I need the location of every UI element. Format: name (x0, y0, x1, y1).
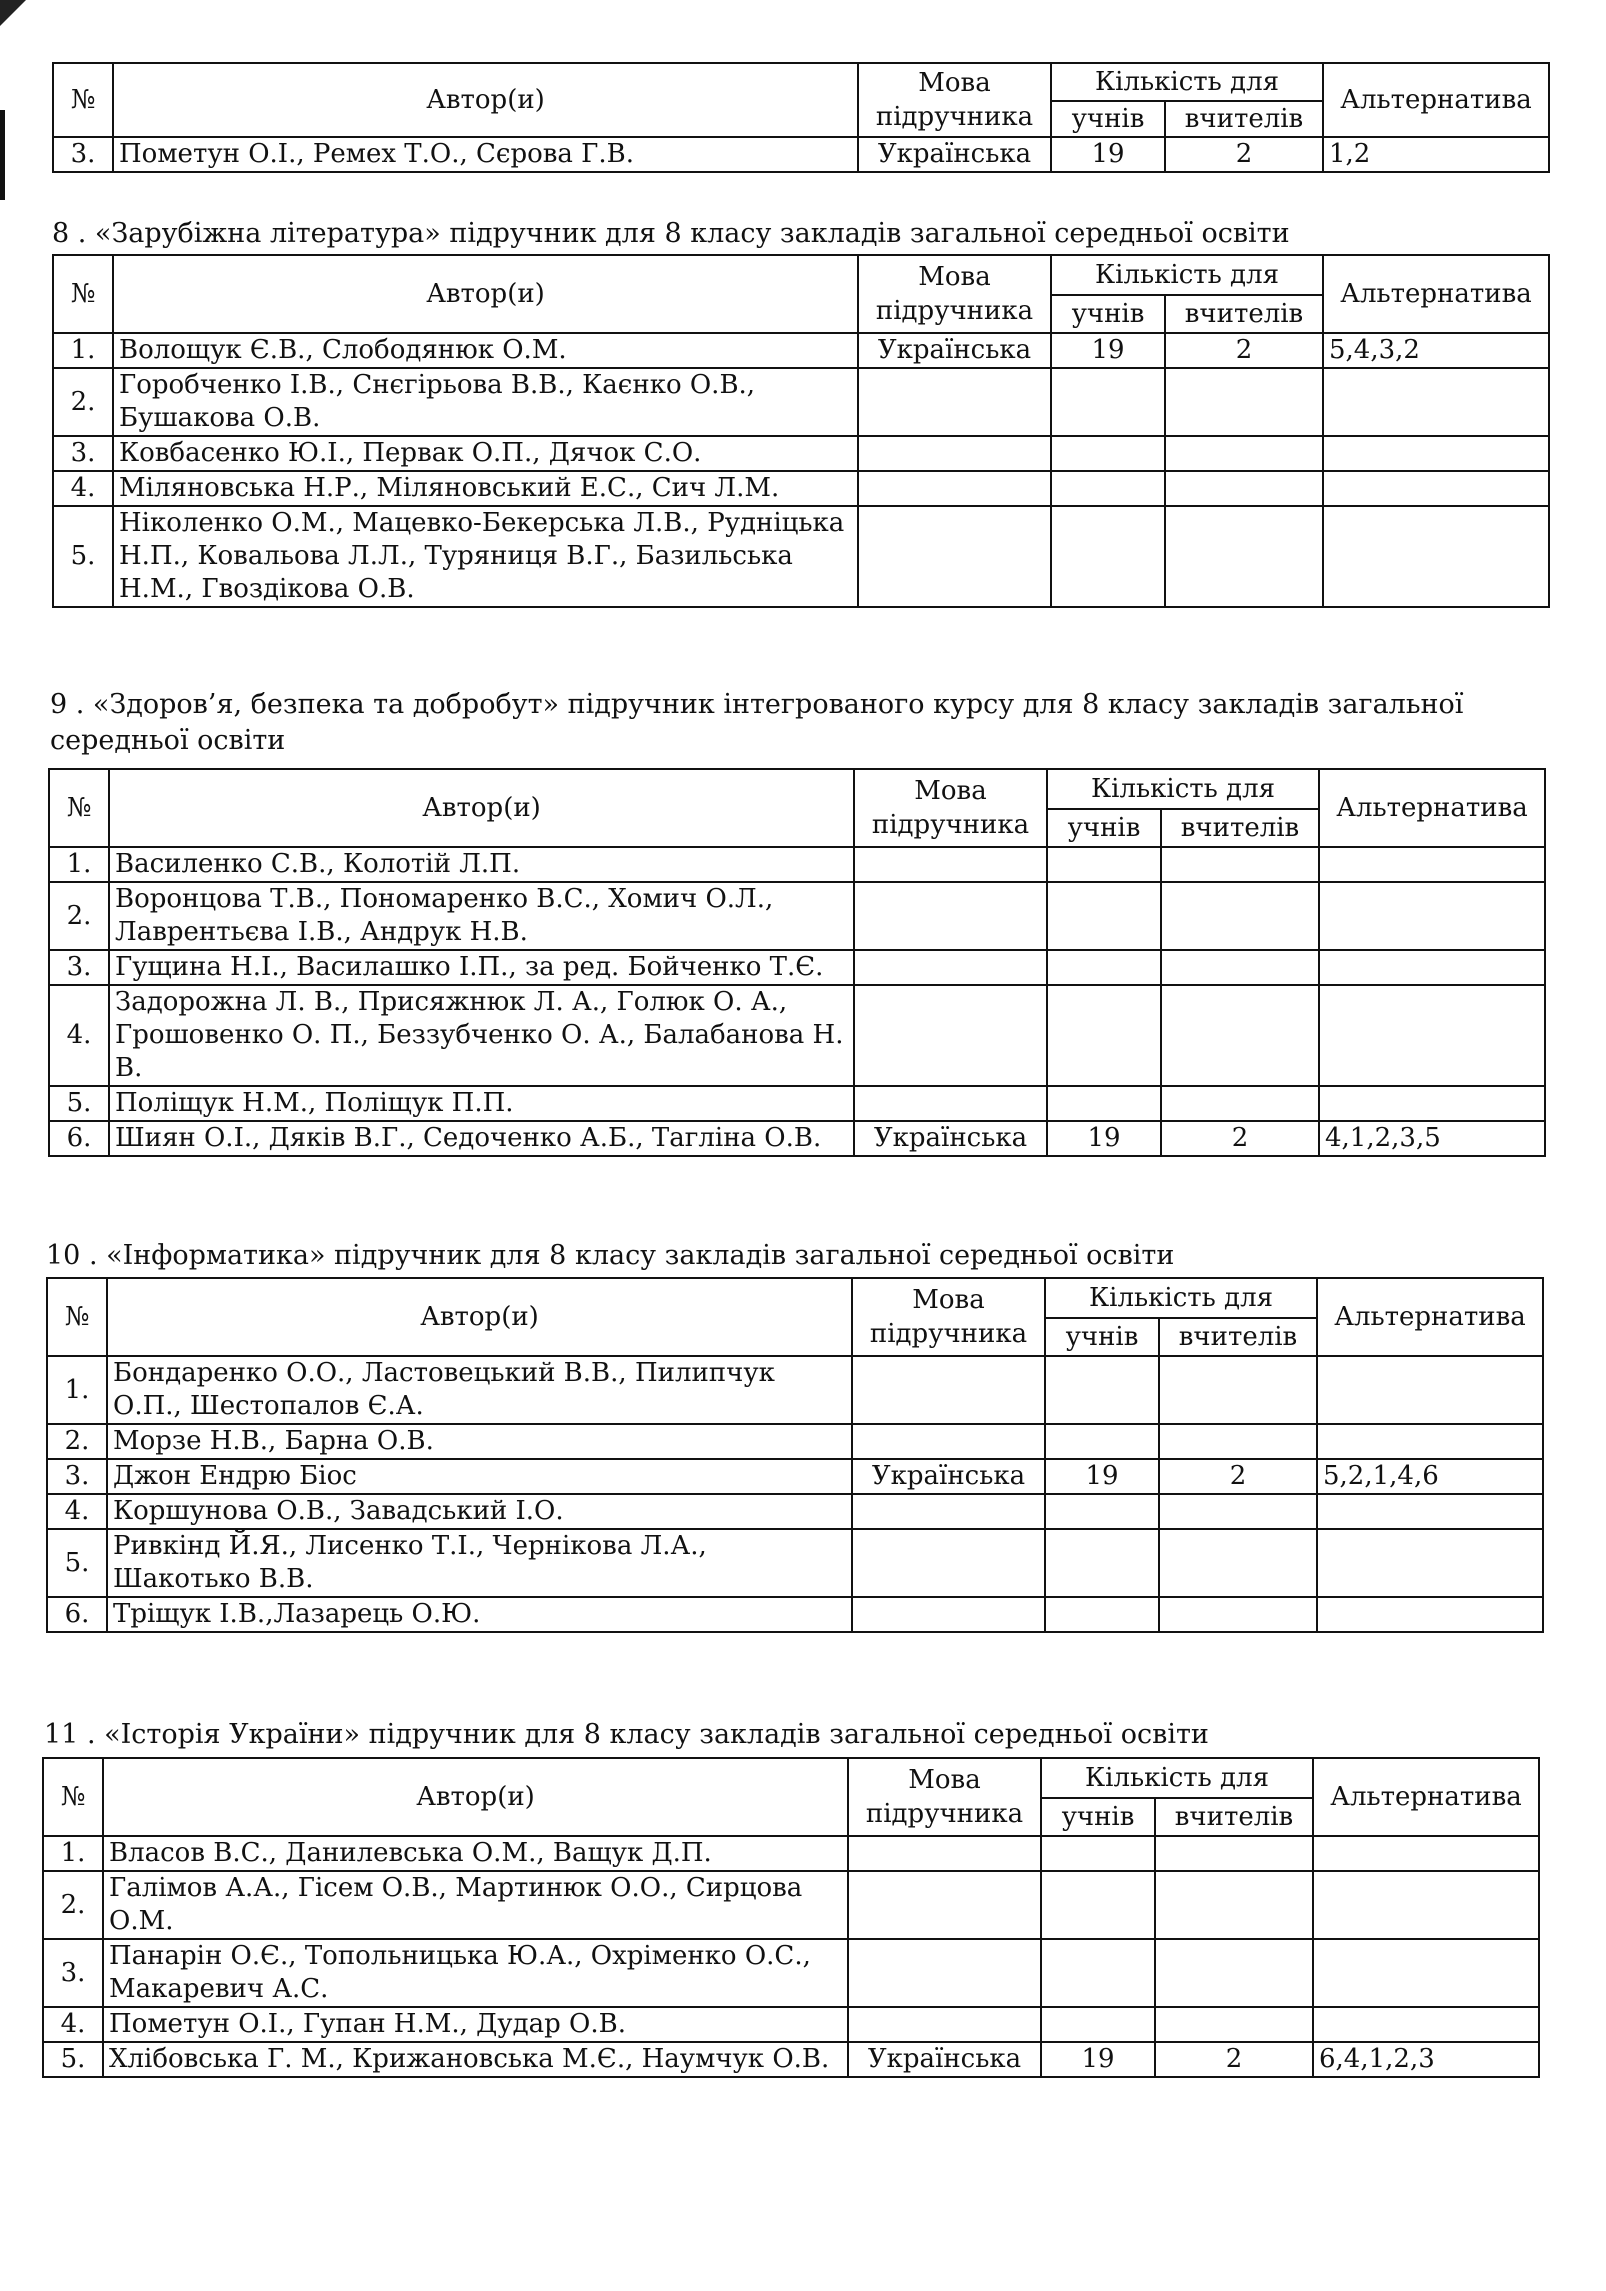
row-alternative (1319, 1086, 1545, 1121)
row-number: 2. (47, 1424, 107, 1459)
row-students-count (1047, 882, 1161, 950)
row-alternative (1323, 436, 1549, 471)
table-row (47, 1424, 1543, 1459)
row-students-count: 19 (1051, 137, 1165, 172)
row-language (858, 368, 1051, 436)
header-students: учнів (1051, 101, 1165, 137)
header-alternative: Альтернатива (1323, 255, 1549, 333)
header-teachers: вчителів (1165, 295, 1323, 333)
table-row (49, 985, 1545, 1086)
header-language (858, 63, 1051, 137)
row-authors: Панарін О.Є., Топольницька Ю.А., Охріменко О.С., Макаревич А.С. (103, 1939, 848, 2007)
row-authors: Волощук Є.В., Слободянюк О.М. (113, 333, 858, 368)
row-students-count: 19 (1045, 1459, 1159, 1494)
table-body (53, 333, 1549, 607)
row-number: 4. (47, 1494, 107, 1529)
row-authors: Хлібовська Г. М., Крижановська М.Є., Наумчук О.В. (103, 2042, 848, 2077)
table-row (53, 436, 1549, 471)
row-number: 1. (49, 847, 109, 882)
row-language (858, 471, 1051, 506)
row-number: 2. (43, 1871, 103, 1939)
header-row (53, 63, 1549, 101)
table-row (43, 1871, 1539, 1939)
table-section-10 (46, 1277, 1544, 1633)
header-row (47, 1278, 1543, 1318)
row-authors: Ніколенко О.М., Мацевко-Бекерська Л.В., Рудніцька Н.П., Ковальова Л.Л., Туряниця В.Г., Базильська Н.М., Гвоздікова О.В. (113, 506, 858, 607)
row-teachers-count (1165, 368, 1323, 436)
header-authors: Автор(и) (113, 63, 858, 137)
section-8-title: 8 . «Зарубіжна література» підручник для 8 класу закладів загальної середньої освіти (52, 218, 1290, 249)
row-number: 1. (47, 1356, 107, 1424)
row-teachers-count (1161, 1086, 1319, 1121)
table-row (53, 137, 1549, 172)
row-students-count (1051, 436, 1165, 471)
row-students-count: 19 (1041, 2042, 1155, 2077)
table-section-7 (52, 62, 1550, 173)
row-students-count (1041, 1836, 1155, 1871)
row-students-count (1051, 368, 1165, 436)
table-row (47, 1494, 1543, 1529)
table-body (43, 1836, 1539, 2077)
row-alternative (1323, 471, 1549, 506)
row-alternative (1319, 985, 1545, 1086)
row-language (852, 1529, 1045, 1597)
row-alternative: 5,4,3,2 (1323, 333, 1549, 368)
header-language-line: підручника (875, 296, 1034, 326)
row-students-count (1051, 471, 1165, 506)
header-number: № (47, 1278, 107, 1356)
row-alternative (1317, 1424, 1543, 1459)
header-language (854, 769, 1047, 847)
header-language-line: підручника (871, 810, 1030, 840)
row-students-count (1051, 506, 1165, 607)
header-count-for: Кількість для (1041, 1758, 1313, 1798)
header-alternative: Альтернатива (1323, 63, 1549, 137)
scan-margin-mark (0, 110, 5, 200)
row-students-count: 19 (1047, 1121, 1161, 1156)
row-alternative: 6,4,1,2,3 (1313, 2042, 1539, 2077)
row-teachers-count: 2 (1165, 137, 1323, 172)
table-row (53, 333, 1549, 368)
row-language (854, 847, 1047, 882)
header-alternative: Альтернатива (1313, 1758, 1539, 1836)
row-number: 4. (53, 471, 113, 506)
row-authors: Гущина Н.І., Василашко І.П., за ред. Бойченко Т.Є. (109, 950, 854, 985)
header-row (43, 1758, 1539, 1798)
header-count-for: Кількість для (1051, 63, 1323, 101)
row-teachers-count (1159, 1356, 1317, 1424)
row-language: Українська (854, 1121, 1047, 1156)
table-row (49, 1121, 1545, 1156)
header-students: учнів (1041, 1798, 1155, 1836)
row-number: 5. (49, 1086, 109, 1121)
row-number: 4. (49, 985, 109, 1086)
table-section-11 (42, 1757, 1540, 2078)
table-header (47, 1278, 1543, 1356)
table-row (43, 2007, 1539, 2042)
header-language-line: підручника (865, 1799, 1024, 1829)
row-teachers-count (1155, 2007, 1313, 2042)
table-header (53, 63, 1549, 137)
row-teachers-count (1161, 950, 1319, 985)
row-language (854, 1086, 1047, 1121)
table-row (49, 882, 1545, 950)
row-number: 5. (47, 1529, 107, 1597)
row-students-count (1041, 1939, 1155, 2007)
row-language: Українська (848, 2042, 1041, 2077)
row-alternative (1317, 1597, 1543, 1632)
header-number: № (49, 769, 109, 847)
row-number: 5. (53, 506, 113, 607)
row-teachers-count (1159, 1494, 1317, 1529)
row-number: 2. (49, 882, 109, 950)
row-alternative (1313, 2007, 1539, 2042)
row-number: 3. (53, 436, 113, 471)
row-language: Українська (858, 137, 1051, 172)
row-authors: Тріщук І.В.,Лазарець О.Ю. (107, 1597, 852, 1632)
section-9-title-line-2: середньої освіти (50, 725, 286, 756)
table-row (47, 1356, 1543, 1424)
row-alternative (1319, 882, 1545, 950)
row-language (854, 882, 1047, 950)
row-alternative (1323, 506, 1549, 607)
table-row (49, 847, 1545, 882)
header-count-for: Кількість для (1051, 255, 1323, 295)
row-teachers-count: 2 (1161, 1121, 1319, 1156)
row-number: 6. (47, 1597, 107, 1632)
row-authors: Власов В.С., Данилевська О.М., Ващук Д.П. (103, 1836, 848, 1871)
row-alternative (1313, 1871, 1539, 1939)
table-body (49, 847, 1545, 1156)
row-teachers-count: 2 (1155, 2042, 1313, 2077)
row-authors: Пометун О.І., Ремех Т.О., Сєрова Г.В. (113, 137, 858, 172)
row-language (848, 2007, 1041, 2042)
row-authors: Горобченко І.В., Снєгірьова В.В., Каєнко О.В., Бушакова О.В. (113, 368, 858, 436)
section-10-title: 10 . «Інформатика» підручник для 8 класу закладів загальної середньої освіти (46, 1240, 1175, 1271)
row-language (852, 1494, 1045, 1529)
row-students-count (1045, 1494, 1159, 1529)
row-teachers-count (1155, 1939, 1313, 2007)
section-11-title: 11 . «Історія України» підручник для 8 класу закладів загальної середньої освіти (44, 1719, 1209, 1750)
row-language (852, 1424, 1045, 1459)
row-teachers-count: 2 (1159, 1459, 1317, 1494)
row-language (852, 1356, 1045, 1424)
row-students-count (1045, 1529, 1159, 1597)
row-teachers-count (1155, 1871, 1313, 1939)
row-teachers-count (1159, 1597, 1317, 1632)
row-alternative (1319, 847, 1545, 882)
row-authors: Бондаренко О.О., Ластовецький В.В., Пилипчук О.П., Шестопалов Є.А. (107, 1356, 852, 1424)
row-alternative (1313, 1836, 1539, 1871)
table-row (43, 2042, 1539, 2077)
row-alternative: 5,2,1,4,6 (1317, 1459, 1543, 1494)
header-row (49, 769, 1545, 809)
section-9-title-line-1: 9 . «Здоров’я, безпека та добробут» підручник інтегрованого курсу для 8 класу закладів загальної (50, 689, 1464, 720)
row-authors: Шиян О.І., Дяків В.Г., Седоченко А.Б., Тагліна О.В. (109, 1121, 854, 1156)
table-section-9 (48, 768, 1546, 1157)
row-authors: Поліщук Н.М., Поліщук П.П. (109, 1086, 854, 1121)
table-row (47, 1459, 1543, 1494)
header-students: учнів (1047, 809, 1161, 847)
row-number: 5. (43, 2042, 103, 2077)
header-teachers: вчителів (1165, 101, 1323, 137)
row-authors: Коршунова О.В., Завадський І.О. (107, 1494, 852, 1529)
header-count-for: Кількість для (1045, 1278, 1317, 1318)
row-language (858, 436, 1051, 471)
row-alternative (1317, 1356, 1543, 1424)
row-alternative (1313, 1939, 1539, 2007)
row-number: 3. (47, 1459, 107, 1494)
scan-corner-mark (0, 0, 26, 26)
header-number: № (43, 1758, 103, 1836)
header-authors: Автор(и) (113, 255, 858, 333)
row-alternative: 1,2 (1323, 137, 1549, 172)
row-teachers-count (1165, 506, 1323, 607)
header-teachers: вчителів (1159, 1318, 1317, 1356)
row-students-count (1041, 2007, 1155, 2042)
row-authors: Морзе Н.В., Барна О.В. (107, 1424, 852, 1459)
header-language (848, 1758, 1041, 1836)
header-language-line: підручника (875, 102, 1034, 132)
row-language (858, 506, 1051, 607)
table-row (53, 506, 1549, 607)
row-authors: Василенко С.В., Колотій Л.П. (109, 847, 854, 882)
row-students-count (1047, 985, 1161, 1086)
header-language-line: Мова (918, 68, 991, 98)
row-teachers-count (1159, 1529, 1317, 1597)
row-number: 1. (43, 1836, 103, 1871)
row-authors: Галімов А.А., Гісем О.В., Мартинюк О.О., Сирцова О.М. (103, 1871, 848, 1939)
row-teachers-count (1161, 985, 1319, 1086)
row-number: 3. (53, 137, 113, 172)
header-number: № (53, 63, 113, 137)
row-teachers-count (1165, 436, 1323, 471)
header-students: учнів (1045, 1318, 1159, 1356)
row-teachers-count (1155, 1836, 1313, 1871)
row-students-count (1047, 847, 1161, 882)
table-row (43, 1836, 1539, 1871)
table-row (47, 1529, 1543, 1597)
header-language-line: Мова (908, 1765, 981, 1795)
row-students-count (1045, 1356, 1159, 1424)
table-header (43, 1758, 1539, 1836)
header-language (852, 1278, 1045, 1356)
row-teachers-count (1161, 882, 1319, 950)
row-authors: Джон Ендрю Біос (107, 1459, 852, 1494)
row-language (854, 985, 1047, 1086)
table-row (53, 368, 1549, 436)
header-students: учнів (1051, 295, 1165, 333)
header-language-line: Мова (918, 262, 991, 292)
table-row (53, 471, 1549, 506)
row-authors: Міляновська Н.Р., Міляновський Е.С., Сич Л.М. (113, 471, 858, 506)
row-students-count (1047, 1086, 1161, 1121)
row-language (848, 1871, 1041, 1939)
table-row (49, 950, 1545, 985)
row-alternative: 4,1,2,3,5 (1319, 1121, 1545, 1156)
row-teachers-count: 2 (1165, 333, 1323, 368)
row-number: 3. (43, 1939, 103, 2007)
row-students-count: 19 (1051, 333, 1165, 368)
table-body (47, 1356, 1543, 1632)
header-language-line: Мова (914, 776, 987, 806)
header-alternative: Альтернатива (1319, 769, 1545, 847)
row-number: 4. (43, 2007, 103, 2042)
row-authors: Ривкінд Й.Я., Лисенко Т.І., Чернікова Л.А., Шакотько В.В. (107, 1529, 852, 1597)
header-number: № (53, 255, 113, 333)
row-language (854, 950, 1047, 985)
row-students-count (1045, 1424, 1159, 1459)
row-students-count (1045, 1597, 1159, 1632)
row-authors: Ковбасенко Ю.І., Первак О.П., Дячок С.О. (113, 436, 858, 471)
row-number: 6. (49, 1121, 109, 1156)
table-header (49, 769, 1545, 847)
header-count-for: Кількість для (1047, 769, 1319, 809)
row-teachers-count (1159, 1424, 1317, 1459)
table-row (47, 1597, 1543, 1632)
row-number: 3. (49, 950, 109, 985)
header-authors: Автор(и) (103, 1758, 848, 1836)
row-language: Українська (858, 333, 1051, 368)
row-authors: Пометун О.І., Гупан Н.М., Дудар О.В. (103, 2007, 848, 2042)
header-row (53, 255, 1549, 295)
row-number: 1. (53, 333, 113, 368)
table-row (49, 1086, 1545, 1121)
header-teachers: вчителів (1155, 1798, 1313, 1836)
header-teachers: вчителів (1161, 809, 1319, 847)
row-number: 2. (53, 368, 113, 436)
row-teachers-count (1161, 847, 1319, 882)
header-language (858, 255, 1051, 333)
row-alternative (1323, 368, 1549, 436)
row-alternative (1317, 1529, 1543, 1597)
row-language (848, 1939, 1041, 2007)
header-language-line: підручника (869, 1319, 1028, 1349)
header-authors: Автор(и) (109, 769, 854, 847)
header-alternative: Альтернатива (1317, 1278, 1543, 1356)
header-authors: Автор(и) (107, 1278, 852, 1356)
row-alternative (1317, 1494, 1543, 1529)
row-students-count (1047, 950, 1161, 985)
table-row (43, 1939, 1539, 2007)
table-body (53, 137, 1549, 172)
row-authors: Воронцова Т.В., Пономаренко В.С., Хомич О.Л., Лаврентьєва І.В., Андрук Н.В. (109, 882, 854, 950)
table-header (53, 255, 1549, 333)
header-language-line: Мова (912, 1285, 985, 1315)
row-authors: Задорожна Л. В., Присяжнюк Л. А., Голюк О. А., Грошовенко О. П., Беззубченко О. А., Балабанова Н. В. (109, 985, 854, 1086)
row-alternative (1319, 950, 1545, 985)
row-language (848, 1836, 1041, 1871)
row-language (852, 1597, 1045, 1632)
table-section-8 (52, 254, 1550, 608)
row-language: Українська (852, 1459, 1045, 1494)
row-students-count (1041, 1871, 1155, 1939)
row-teachers-count (1165, 471, 1323, 506)
